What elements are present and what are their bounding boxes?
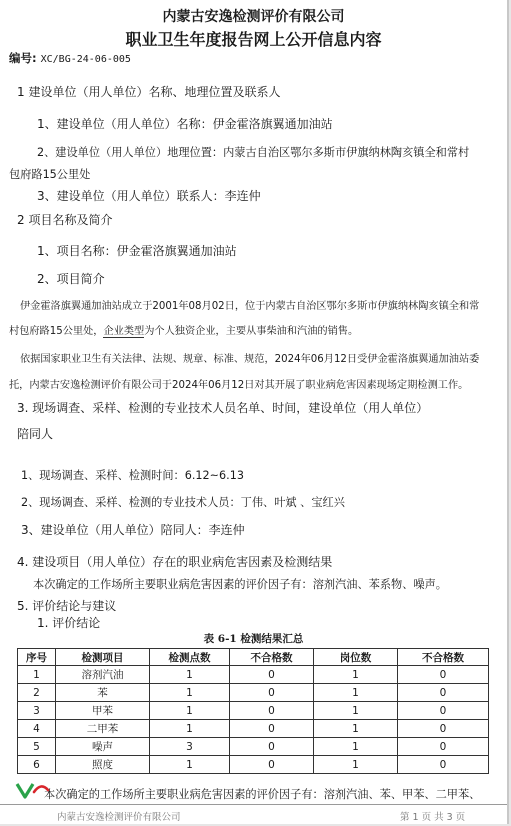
table-cell: 1: [150, 756, 230, 774]
table-cell: 照度: [56, 756, 150, 774]
table-header-cell: 检测项目: [56, 649, 150, 666]
table-row: [18, 684, 489, 702]
table-header-cell: 序号: [18, 649, 56, 666]
table-cell: 1: [150, 702, 230, 720]
table-cell: 0: [398, 702, 489, 720]
survey-time-line: 1、现场调查、采样、检测时间：6.12~6.13: [21, 469, 244, 482]
table-cell: 1: [150, 666, 230, 684]
table-row: [18, 738, 489, 756]
survey-staff-line: 2、现场调查、采样、检测的专业技术人员：丁伟、叶斌 、宝红兴: [21, 496, 345, 509]
table-cell: 0: [230, 666, 314, 684]
project-name-line: 1、项目名称：伊金霍洛旗翼通加油站: [37, 244, 237, 258]
project-intro-para2-line1: 依据国家职业卫生有关法律、法规、规章、标准、规范，2024年06月12日受伊金霍洛旗翼通加油站委: [20, 354, 480, 365]
project-intro-para1-line1: 伊金霍洛旗翼通加油站成立于2001年08月02日，位于内蒙古自治区鄂尔多斯市伊旗纳林陶亥镇全和常: [20, 301, 480, 312]
table-cell: 1: [314, 738, 398, 756]
table-row: [18, 666, 489, 684]
table-caption: 表 6-1 检测结果汇总: [203, 633, 304, 645]
unit-name-line: 1、建设单位（用人单位）名称：伊金霍洛旗翼通加油站: [37, 117, 333, 131]
table-cell: 1: [150, 720, 230, 738]
conclusion-text: 本次确定的工作场所主要职业病危害因素的评价因子有：溶剂汽油、苯、甲苯、二甲苯、: [44, 788, 481, 801]
table-cell: 3: [18, 702, 56, 720]
project-intro-para2-line2: 托，内蒙古安逸检测评价有限公司于2024年06月12日对其开展了职业病危害因素现场定期检测工作。: [9, 380, 469, 391]
table-cell: 4: [18, 720, 56, 738]
project-intro-heading: 2、项目简介: [37, 272, 105, 286]
table-header-cell: 不合格数: [230, 649, 314, 666]
para1-text-b: 为个人独资企业，主要从事柴油和汽油的销售。: [144, 326, 359, 337]
table-cell: 甲苯: [56, 702, 150, 720]
table-cell: 二甲苯: [56, 720, 150, 738]
table-header-cell: 不合格数: [398, 649, 489, 666]
table-cell: 1: [150, 684, 230, 702]
table-cell: 0: [398, 738, 489, 756]
section3-heading: 3. 现场调查、采样、检测的专业技术人员名单、时间，建设单位（用人单位）: [17, 401, 429, 415]
unit-contact-line: 3、建设单位（用人单位）联系人：李连仲: [37, 189, 261, 203]
table-cell: 2: [18, 684, 56, 702]
table-cell: 0: [230, 684, 314, 702]
table-cell: 0: [230, 720, 314, 738]
footer-company-name: 内蒙古安逸检测评价有限公司: [57, 812, 181, 823]
document-number-value: XC/BG-24-06-005: [40, 54, 131, 65]
document-number-label: 编号:: [9, 51, 37, 65]
table-cell: 5: [18, 738, 56, 756]
document-number: [9, 50, 131, 66]
table-row: [18, 720, 489, 738]
table-cell: 1: [314, 684, 398, 702]
section1-heading: 1 建设单位（用人单位）名称、地理位置及联系人: [17, 85, 281, 99]
table-cell: 1: [18, 666, 56, 684]
table-cell: 1: [314, 756, 398, 774]
table-cell: 3: [150, 738, 230, 756]
table-cell: 1: [314, 720, 398, 738]
section4-text: 本次确定的工作场所主要职业病危害因素的评价因子有：溶剂汽油、苯系物、噪声。: [33, 578, 447, 591]
table-cell: 0: [230, 756, 314, 774]
company-logo-icon: [14, 780, 50, 800]
para1-underlined-text: 企业类型: [103, 326, 145, 337]
section5-heading: 5. 评价结论与建议: [17, 599, 117, 613]
document-title: 职业卫生年度报告网上公开信息内容: [125, 30, 382, 49]
table-cell: 1: [314, 702, 398, 720]
company-name: 内蒙古安逸检测评价有限公司: [162, 9, 345, 25]
project-intro-para1-line2: [9, 322, 358, 337]
section3-heading-cont: 陪同人: [17, 427, 54, 441]
para1-text-a: 村包府路15公里处，: [9, 326, 104, 337]
table-header-cell: 岗位数: [314, 649, 398, 666]
table-cell: 0: [230, 702, 314, 720]
table-cell: 噪声: [56, 738, 150, 756]
table-cell: 0: [398, 666, 489, 684]
results-table: [17, 648, 489, 774]
table-header-cell: 检测点数: [150, 649, 230, 666]
table-cell: 0: [398, 684, 489, 702]
table-cell: 溶剂汽油: [56, 666, 150, 684]
section4-heading: 4. 建设项目（用人单位）存在的职业病危害因素及检测结果: [17, 555, 333, 569]
table-row: [18, 702, 489, 720]
page-indicator: 第 1 页 共 3 页: [400, 812, 466, 823]
table-cell: 苯: [56, 684, 150, 702]
table-cell: 6: [18, 756, 56, 774]
table-cell: 1: [314, 666, 398, 684]
table-header-row: [18, 649, 489, 666]
table-cell: 0: [398, 756, 489, 774]
footer-divider: [0, 804, 507, 805]
table-cell: 0: [230, 738, 314, 756]
unit-location-line: 2、建设单位（用人单位）地理位置：内蒙古自治区鄂尔多斯市伊旗纳林陶亥镇全和常村: [37, 146, 470, 159]
survey-escort-line: 3、建设单位（用人单位）陪同人：李连仲: [21, 523, 245, 537]
section5-subheading: 1. 评价结论: [37, 616, 101, 630]
section2-heading: 2 项目名称及简介: [17, 213, 113, 227]
table-cell: 0: [398, 720, 489, 738]
table-row: [18, 756, 489, 774]
unit-location-line-cont: 包府路15公里处: [9, 168, 91, 181]
